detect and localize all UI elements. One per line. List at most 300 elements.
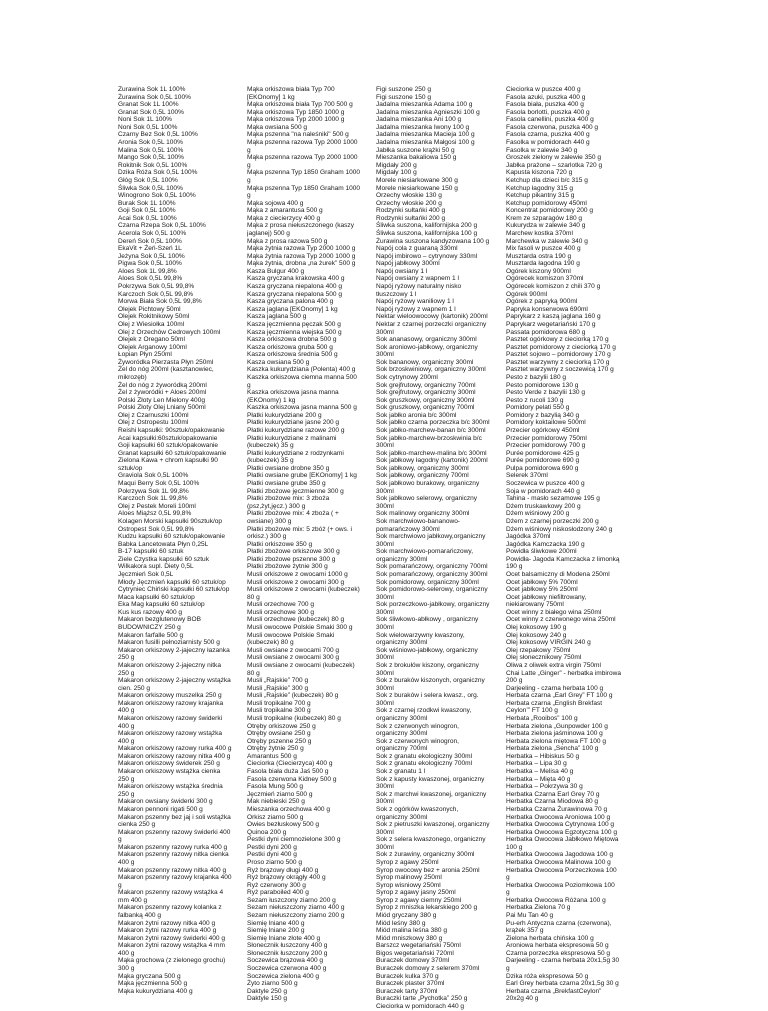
product-line: Musli orzechowe 700 g <box>247 601 314 609</box>
product-line: Bigos wegetariański 720ml <box>376 949 454 957</box>
product-line: Śliwka suszona, kalifornijska 200 g <box>376 222 478 230</box>
product-line: Syrop owocowy bez + aronia 250ml <box>376 866 480 874</box>
product-line: Buraczek domowy 370ml <box>376 957 450 965</box>
product-line: (kubeczek) 35 g <box>247 442 294 450</box>
product-line: Pulpa pomidorowa 690 g <box>506 464 579 472</box>
product-line: Płatki kukurydziane z rodzynkami <box>247 449 344 457</box>
product-line: Makaron żytni razowy nitka 400 g <box>118 919 216 927</box>
product-line: Fasolka w pomidorach 440 g <box>506 139 590 147</box>
product-line: Płatki zbożowe jęczmienne 300 g <box>247 487 344 495</box>
product-line: falbanką 400 g <box>118 912 161 920</box>
product-line: Herbata zielona „Gunpowder 100 g <box>506 722 608 730</box>
product-line: Kukurydza w zalewie 340 g <box>506 222 586 230</box>
product-line: Sok brzoskwiniowy, organiczny 300ml <box>376 366 486 374</box>
product-line: g <box>247 161 251 169</box>
product-line: Herbatka – Pokrzywa 30 g <box>506 783 583 791</box>
product-line: Olejek Pichtowy 50ml <box>118 305 181 313</box>
product-line: Papryka konserwowa 690ml <box>506 305 588 313</box>
product-line: Mąka grochowa (z zielonego grochu) <box>118 957 226 965</box>
product-line: Mąka orkiszowa biała Typ 700 500 g <box>247 101 353 109</box>
product-line: Sok porzeczkowo-jabłkowy, organiczny <box>376 601 490 609</box>
product-line: Olej z Czarnuszki 100ml <box>118 411 189 419</box>
product-line: Makaron pszenny razowy kolanka z <box>118 904 222 912</box>
product-line: Ogórecek komiszon 370ml <box>506 275 584 283</box>
product-line: Dereń Sok 0,5L 100% <box>118 237 182 245</box>
product-line: Karczoch Sok 1L 99,8% <box>118 495 188 503</box>
product-line: 300ml <box>376 828 394 836</box>
product-line: Mąka gryczana 500 g <box>118 972 181 980</box>
product-line: Ketchup łagodny 315 g <box>506 184 573 192</box>
product-line: Makaron pszenny razowy krajanka 400 <box>118 874 232 882</box>
product-line: Rodzynki sułtańki 400 g <box>376 207 446 215</box>
product-line: Aronia Sok 0,5L 100% <box>118 139 183 147</box>
product-line: Ryż czerwony 300 g <box>247 881 306 889</box>
product-line: Daktyle 150 g <box>247 995 288 1003</box>
product-line: Acai kapsułki:60sztuk/opakowanie <box>118 434 218 442</box>
product-line: Pu-erh Antyczna czarna (czerwona), <box>506 919 612 927</box>
product-line: Ostropest Sok 0,5L 99,8% <box>118 525 195 533</box>
product-line: Mąka jęczmienna 500 g <box>118 980 188 988</box>
product-line: Syrop z agawy jasny 250ml <box>376 889 456 897</box>
product-line: Pestki dyni ciemnozielone 300 g <box>247 836 341 844</box>
product-line: Dzika Róża Sok 0,5L 100% <box>118 169 198 177</box>
product-line: Sok z kapusty kwaszonej, organiczny <box>376 775 485 783</box>
product-line: Figi suszone 250 g <box>376 86 431 93</box>
product-line: g <box>247 146 251 154</box>
product-line: Ocet jabłkowy niefiltrowany, <box>506 593 587 601</box>
product-line: cienka 250 g <box>118 821 156 829</box>
product-line: Słonecznik łuszczony 200 g <box>247 949 328 957</box>
product-line: orkisz.) 300 g <box>247 533 287 541</box>
product-line: Makaron orkiszowy razowy krajanka <box>118 699 224 707</box>
product-line: Proso ziarno 500 g <box>247 858 302 866</box>
product-line: Sok jabłko-marchew-brzoskwinia b/c <box>376 434 482 442</box>
product-line: Orkisz ziarno 500 g <box>247 813 304 821</box>
product-line: 250 g <box>118 775 135 783</box>
product-line: Musli orzechowe (kubeczek) 80 g <box>247 616 345 624</box>
product-line: Morele niesiarkowane 300 g <box>376 176 458 184</box>
product-line: Reishi kapsułki: 90sztuk/opakowanie <box>118 427 225 435</box>
product-line: Makaron pszenny razowy wstążka 4 <box>118 889 224 897</box>
product-line: Mieszanka bakaliowa 150 g <box>376 154 457 162</box>
product-line: Herbatka Owocowa Egzotyczna 100 g <box>506 828 617 836</box>
product-line: Makaron orkiszowy 2-jajeczny nitka <box>118 661 221 669</box>
product-line: Sok jabłko-marchew-banan b/c 300ml <box>376 427 486 435</box>
product-line: 300ml <box>376 608 394 616</box>
product-line: Mąka żytnia razowa Typ 2000 1000 g <box>247 245 356 253</box>
product-line: g <box>118 836 122 844</box>
product-line: Sok pomarańczowy, organiczny 300ml <box>376 571 488 578</box>
product-line: 400 g <box>118 707 135 715</box>
product-line: Żyworódka Pierzasta Płyn 250ml <box>118 358 214 366</box>
product-line: Herbatka Czarna Miodowa 80 g <box>506 798 599 806</box>
product-line: Mąka pszenna razowa Typ 2000 1000 <box>247 139 358 147</box>
product-line: Makaron orkiszowy razowy nitka 400 g <box>118 752 231 760</box>
product-line: Makaron żytni razowy wstążka 4 mm <box>118 942 225 950</box>
product-line: Mąka z prosa razowa 500 g <box>247 237 328 245</box>
product-line: Ryż brązowy okrągły 400 g <box>247 874 326 882</box>
product-line: 400 g <box>118 949 135 957</box>
product-line: Sok marchwiowo jabłkowy,organiczny <box>376 533 486 541</box>
product-line: Sok grejfrutowy, organiczny 300ml <box>376 389 476 397</box>
product-line: Marchewka w zalewie 340 g <box>506 237 588 245</box>
product-line: Miód mniszkowy 380 g <box>376 934 443 942</box>
product-line: Musli orzechowe 300 g <box>247 608 314 616</box>
product-line: 400 g <box>118 722 135 730</box>
product-line: Makaron orkiszowy muszelka 250 g <box>118 692 222 700</box>
product-line: Sok malinowy organiczny 300ml <box>376 510 470 518</box>
product-line: Napój owsiany 1 l <box>376 267 428 275</box>
product-line: Musli orkiszowe z owocami 1000 g <box>247 571 348 578</box>
product-line: Sok z żurawiny, organiczny 300ml <box>376 851 475 859</box>
product-line: Makaron żytni razowy rurka 400 g <box>118 927 217 935</box>
product-line: Jadalna mieszanka Iwony 100 g <box>376 123 470 131</box>
product-line: Fasola czerwona Kidney 500 g <box>247 775 337 783</box>
product-line: Fasola biała, puszka 400 g <box>506 101 584 109</box>
product-line: Sezam niełuszczony ziarno 200 g <box>247 912 345 920</box>
product-line: Goji Sok 0,5L 100% <box>118 207 176 215</box>
product-line: 300ml <box>376 669 394 677</box>
product-line: Cieciorka w pomidorach 440 g <box>376 1002 465 1010</box>
product-line: Granat kapsułki 60 sztuk/opakowanie <box>118 449 227 457</box>
product-line: Płatki zbożowe mix: 4 zboża ( + <box>247 510 339 518</box>
product-line: organiczny 300ml <box>376 730 428 738</box>
product-line: Sok z buraków kiszonych, organiczny <box>376 677 485 685</box>
product-line: Ogórek kiszony 900ml <box>506 267 571 275</box>
product-line: Malina Sok 0,5L 100% <box>118 146 184 154</box>
product-line: Mąka kukurydziana 400 g <box>118 987 193 995</box>
product-line: Earl Grey herbata czarna 20x1,5g 30 g <box>506 980 619 988</box>
product-line: Płatki kukurydziane razowe 200 g <box>247 427 345 435</box>
product-line: 300ml <box>376 593 394 601</box>
product-line: 80 g <box>247 593 260 601</box>
product-line: Głóg Sok 0,5L 100% <box>118 176 178 184</box>
product-line: g <box>506 889 510 897</box>
product-line: Ketchup pomidorowy 450ml <box>506 199 587 207</box>
product-line: Sok pomarańczowy, organiczny 700ml <box>376 563 488 571</box>
product-line: Otręby pszenne 250 g <box>247 737 312 745</box>
product-line: g <box>118 881 122 889</box>
product-line: 300 g <box>118 965 135 973</box>
product-line: organiczny 300ml <box>376 813 428 821</box>
product-line: Jabłka prażone – szarlotka 720 g <box>506 161 603 169</box>
product-line: Oliwa z oliwek extra virgin 750ml <box>506 661 601 669</box>
product-line: Ogórek z papryką 900ml <box>506 298 578 306</box>
product-line: Buraczek plaster 370ml <box>376 980 445 988</box>
product-line: Czarny Bez Sok 0,5L 100% <box>118 131 198 139</box>
product-line: B-17 kapsułki 60 sztuk <box>118 548 184 556</box>
product-line: Musli „Rajskie” (kubeczek) 80 g <box>247 692 339 700</box>
product-line: owsiane) 300 g <box>247 517 292 525</box>
product-line: Ocet winny z białego wina 250ml <box>506 608 602 616</box>
product-line: Zielona herbata chińska 100 g <box>506 934 594 942</box>
product-line: Makaron fusilli pełnoziarnisty 500 g <box>118 639 220 647</box>
product-line: 300ml <box>376 351 394 359</box>
product-line: Pesto z rucoli 130 g <box>506 396 564 404</box>
product-line: Paprykarz z kaszą jaglana 160 g <box>506 313 601 321</box>
product-line: Eka Mag kapsułki 60 sztuk/op <box>118 601 205 609</box>
product-line: Pomidory z bazylią 340 g <box>506 411 580 419</box>
product-line: Pokrzywa Sok 1L 99,8% <box>118 487 189 495</box>
product-line: Morele niesiarkowane 150 g <box>376 184 458 192</box>
product-line: Sok wielowarzywny kwaszony, <box>376 631 465 639</box>
product-line: 400 g <box>118 858 135 866</box>
product-line: Ogórecek komiszon z chili 370 g <box>506 283 601 291</box>
product-line: Musztarda łagodna 190 g <box>506 260 580 268</box>
product-line: Purée pomidorowe 425 g <box>506 449 580 457</box>
product-line: Ocet jabłkowy 5% 250ml <box>506 586 578 594</box>
product-line: Sok z pietruszki kwaszonej, organiczny <box>376 821 490 829</box>
product-line: Mix fasoli w puszce 400 g <box>506 245 581 253</box>
product-line: Fasola borlotti, puszka 400 g <box>506 108 590 116</box>
product-line: Kasza Bulgur 400 g <box>247 267 305 275</box>
product-line: Powidła śliwkowe 200ml <box>506 548 577 556</box>
product-line: Herbatka Owocowa Malinowa 100 g <box>506 858 611 866</box>
product-line: Olej z Pestek Moreli 100ml <box>118 502 196 510</box>
product-line: Herbata „Rooibos” 100 g <box>506 714 578 722</box>
product-line: Makaron orkiszowy świderek 250 g <box>118 760 220 768</box>
product-line: 300ml <box>376 487 394 495</box>
product-line: Fasola Mung 500 g <box>247 783 304 791</box>
product-line: Sok z ogórków kwaszonych, <box>376 805 459 813</box>
product-line: Herbatka Owocowa Poziomkowa 100 <box>506 881 615 889</box>
product-line: Mąka pszenna "na naleśniki" 500 g <box>247 131 349 139</box>
product-line: Noni Sok 0,5L 100% <box>118 123 178 131</box>
product-line: Sok śliwkowo-abłkowy , organiczny <box>376 616 479 624</box>
product-line: Sok z granatu ekologiczny 700ml <box>376 760 473 768</box>
product-line: Jadalna mieszanka Ani 100 g <box>376 116 462 124</box>
product-line: 300ml <box>376 654 394 662</box>
product-line: Makaron pszenny razowy nitka 400 g <box>118 866 227 874</box>
product-line: Mąka żytnia, drobna „na żurek” 500 g <box>247 260 356 268</box>
product-line: Przecier pomidorowy 700 g <box>506 442 586 450</box>
product-line: Herbata czarna „Earl Grey” FT 100 g <box>506 692 613 700</box>
product-line: Barszcz wegetariański 750ml <box>376 942 461 950</box>
product-line: Aloes Miąższ 0,5L 99,8% <box>118 510 192 518</box>
product-line: Syrop z agawy 250ml <box>376 858 439 866</box>
product-line: Sok jabłkowy, organiczny 700ml <box>376 472 469 480</box>
product-line: Czarna Rzepa Sok 0,5L 100% <box>118 222 206 230</box>
product-line: Dżem z czarnej porzeczki 200 g <box>506 517 599 525</box>
product-line: Sok gruszkowy, organiczny 300ml <box>376 396 475 404</box>
product-line: Fasola canellini, puszka 400 g <box>506 116 594 124</box>
product-line: Łopian Płyn 250ml <box>118 351 172 359</box>
product-line: Kasza orkiszowa gruba 500 g <box>247 343 333 351</box>
product-line: Noni Sok 1L 100% <box>118 116 172 124</box>
product-line: Ketchup pikantny 315 g <box>506 192 575 200</box>
product-line: Napój ryżowy waniliowy 1 l <box>376 298 454 306</box>
product-line: Jabłka suszone krążki 50 g <box>376 146 455 154</box>
product-line: Sok cytrynowy 200ml <box>376 373 438 381</box>
product-line: Pasztet sojowo – pomidorowy 170 g <box>506 351 611 359</box>
product-line: Buraczek tarty 370ml <box>376 987 438 995</box>
product-line: 300ml <box>376 624 394 632</box>
product-line: Kasza gryczana niepalona 500 g <box>247 290 342 298</box>
product-line: g <box>247 192 251 200</box>
product-line: Makaron farfalle 500 g <box>118 631 184 639</box>
product-line: Goji kapsułki 60 sztuk/opakowanie <box>118 442 219 450</box>
product-line: krążek 357 g <box>506 927 544 935</box>
product-line: Kolagen Morski kapsułki 90sztuk/op <box>118 517 223 525</box>
product-line: Ceylon’” FT 100 g <box>506 707 558 715</box>
product-line: Musli orkiszowe z owocami 300 g <box>247 578 345 586</box>
product-line: Płatki zbożowe pszenne 300 g <box>247 555 336 563</box>
product-line: Marchew kostka 370ml <box>506 229 573 237</box>
product-line: Makaron pszenny razowy świderki 400 <box>118 828 231 836</box>
product-line: Napój ryżowy z wapnem 1 l <box>376 305 456 313</box>
product-line: Mąka z amarantusa 500 g <box>247 207 323 215</box>
product-line: Jagódka Kamczacka 190 g <box>506 540 585 548</box>
product-line: Musztarda ostra 190 g <box>506 252 572 260</box>
product-line: Pasztet ogórkowy z cieciorką 170 g <box>506 336 609 344</box>
product-line: Karczoch Sok 0,5L 99,8% <box>118 290 194 298</box>
product-line: Jagódka 370ml <box>506 533 551 541</box>
product-line: Chai Latte „Ginger” - herbatka imbirowa <box>506 669 621 677</box>
product-line: Otręby owsiane 250 g <box>247 730 311 738</box>
product-line: Jadalna mieszanka Adama 100 g <box>376 101 473 109</box>
product-line: Ocet jabłkowy 5% 700ml <box>506 578 578 586</box>
product-line: Orzechy włoskie 130 g <box>376 192 442 200</box>
product-line: Olej kokosowy VIRGIN 240 g <box>506 639 591 647</box>
product-line: g <box>506 965 510 973</box>
product-line: 300ml <box>376 502 394 510</box>
product-line: Płatki owsiane grube [EKOnomy] 1 kg <box>247 472 357 480</box>
product-line: Płatki zbożowe mix: 3 zboża <box>247 495 330 503</box>
product-line: jaglanej) 500 g <box>247 229 290 237</box>
product-line: Musli owocowe Polskie Smaki <box>247 631 335 639</box>
product-line: Jęczmień ziarno 500 g <box>247 790 313 798</box>
product-line: Rokitnik Sok 0,5L 100% <box>118 161 188 169</box>
product-line: Sok z czerwonych winogron, <box>376 722 459 730</box>
product-line: 20x2g 40 g <box>506 995 539 1003</box>
product-line: Kasza orkiszowa średnia 500 g <box>247 351 338 359</box>
product-line: Nektar wieloowocowy (kartonik) 200ml <box>376 313 488 321</box>
product-line: mm 400 g <box>118 896 148 904</box>
product-line: Herbatka – Mięta 40 g <box>506 775 571 783</box>
product-line: Musli owocowe Polskie Smaki 300 g <box>247 624 353 632</box>
product-line: Darjeeling - czarna herbata 20x1,5g 30 <box>506 957 620 965</box>
product-line: Kasza gryczana niepalona 400 g <box>247 283 342 291</box>
product-line: Mąka pszenna Typ 1850 Graham 1000 <box>247 169 361 177</box>
product-line: Płatki zbożowe orkiszowe 300 g <box>247 548 340 556</box>
product-line: Sok z czerwonych winogron, <box>376 737 459 745</box>
product-line: Sok z granatu ekologiczny 300ml <box>376 752 473 760</box>
product-line: Makaron owsiany świderki 300 g <box>118 798 213 806</box>
product-line: Pomidory pelati 550 g <box>506 404 570 412</box>
product-line: Płatki owsiane grube 350 g <box>247 480 326 488</box>
product-line: Kasza jaglana [EKOnomy] 1 kg <box>247 305 338 313</box>
product-line: Selerek 370ml <box>506 472 548 480</box>
product-line: [EKOnomy] 1 kg <box>247 93 295 101</box>
product-line: Sok marchwiowo-bananowo- <box>376 517 461 525</box>
product-line: Polski Złoty Len Mielony 400g <box>118 396 205 404</box>
product-line: Kaszka kukurydziana (Polenta) 400 g <box>247 366 356 374</box>
product-line: Herbatka Owocowa Jabłkowo Miętowa <box>506 836 619 844</box>
product-line: Herbatka Zielona 70 g <box>506 904 571 912</box>
product-line: Sok z brokułów kiszony, organiczny <box>376 661 479 669</box>
product-line: Olejek Arganowy 100ml <box>118 343 187 351</box>
product-line: Rodzynki sułtańki 200 g <box>376 214 446 222</box>
product-line: Otręby żytnie 250 g <box>247 745 304 753</box>
product-line: Napój jabłkowy 300ml <box>376 260 440 268</box>
product-line: Acai Sok 0,5L 100% <box>118 214 177 222</box>
product-line: Płatki orkiszowe 350 g <box>247 540 313 548</box>
product-line: Przecier ogórkowy 450ml <box>506 427 580 435</box>
product-line: Sok z buraków i selera kwasz., org. <box>376 692 479 700</box>
product-line: Mąka z ciecierzycy 400 g <box>247 214 321 222</box>
product-line: Zielona Kawa + chrom kapsułki 90 <box>118 457 218 465</box>
product-line: Herbata zielona miętowa FT 100 g <box>506 737 606 745</box>
product-line: Płatki zbożowe żytnie 300 g <box>247 563 328 571</box>
product-line: Granat Sok 0,5L 100% <box>118 108 184 116</box>
product-line: Sok jabłko aronia b/c 300ml <box>376 411 457 419</box>
product-line: Siemię lniane 400 g <box>247 919 305 927</box>
product-line: Mąka orkiszowa biała Typ 700 <box>247 86 335 93</box>
product-line: 250 g <box>118 669 135 677</box>
product-line: Płatki kukurydziane z malinami <box>247 434 337 442</box>
product-line: Winogrono Sok 0,5L 100% <box>118 192 196 200</box>
product-line: Żel do nóg z żyworódką 200ml <box>118 381 207 389</box>
product-line: (kubeczek) 35 g <box>247 457 294 465</box>
product-line: Mąka pszenna razowa Typ 2000 1000 <box>247 154 358 162</box>
product-line: Kasza owsiana 500 g <box>247 358 310 366</box>
product-line: 300ml <box>376 328 394 336</box>
product-line: Kaszka orkiszowa ciemna manna 500 <box>247 373 357 381</box>
product-line: Sok grejfrutowy, organiczny 700ml <box>376 381 476 389</box>
product-line: Syrop malinowy 250ml <box>376 874 442 882</box>
product-line: Aloes Sok 0,5L 99,8% <box>118 275 183 283</box>
product-line: Aroniowa herbata ekspresowa 50 g <box>506 942 609 950</box>
product-line: Ogórek 900ml <box>506 290 548 298</box>
product-line: Śliwka Sok 0,5L 100% <box>118 184 183 192</box>
product-line: mikrozęb) <box>118 373 147 381</box>
product-line: Pasztet warzywny z cieciorką 170 g <box>506 358 610 366</box>
product-line: Mąka owsiana 500 g <box>247 123 308 131</box>
product-line: Makaron bezglutenowy BOB <box>118 616 201 624</box>
product-line: Ketchup dla dzieci b/c 315 g <box>506 176 588 184</box>
product-line: organiczny 700ml <box>376 745 428 753</box>
product-line: organiczny 300ml <box>376 555 428 563</box>
product-line: Granat Sok 1L 100% <box>118 101 179 109</box>
product-line: Syrop z mniszka lekarskiego 200 g <box>376 904 478 912</box>
product-line: Jadalna mieszanka Macieja 100 g <box>376 131 475 139</box>
product-line: Jadalna mieszanka Agnieszki 100 g <box>376 108 480 116</box>
product-line: Migdały 200 g <box>376 161 417 169</box>
product-line: Napój ryżowy naturalny nisko <box>376 283 462 291</box>
product-line: Acerola Sok 0,5L 100% <box>118 229 187 237</box>
product-line: Pasztet warzywny z soczewicą 170 g <box>506 366 614 374</box>
product-line: Pigwa Sok 0,5L 100% <box>118 260 182 268</box>
product-line: Pestki dyni 200 g <box>247 843 297 851</box>
product-line: Herbatka – Melisa 40 g <box>506 768 574 776</box>
product-line: Makaron pszenny razowy nitka cienka <box>118 851 229 859</box>
product-line: Jadalna mieszanka Małgosi 100 g <box>376 139 475 147</box>
product-line: Herbatka – Hibiskus 50 g <box>506 752 580 760</box>
product-line: Fasola azuki, puszka 400 g <box>506 93 586 101</box>
product-line: Kasza gryczana palona 400 g <box>247 298 334 306</box>
product-line: Sok z selera kwaszonego, organiczny <box>376 836 486 844</box>
product-line: Żurawina Sok 0,5L 100% <box>118 93 191 101</box>
product-line: Olej kokosowy 240 g <box>506 631 567 639</box>
product-line: g <box>247 381 251 389</box>
product-line: Olej z Wiesiołka 100ml <box>118 320 185 328</box>
product-line: Makaron pszenny razowy rurka 400 g <box>118 843 228 851</box>
product-line: 190 g <box>506 563 523 571</box>
product-line: Graviola Sok 0,5L 100% <box>118 472 189 480</box>
product-line: Kapusta kiszona 720 g <box>506 169 573 177</box>
product-line: Mąka orkiszowa Typ 2000 1000 g <box>247 116 345 124</box>
product-line: Pesto pomidorowe 130 g <box>506 381 579 389</box>
